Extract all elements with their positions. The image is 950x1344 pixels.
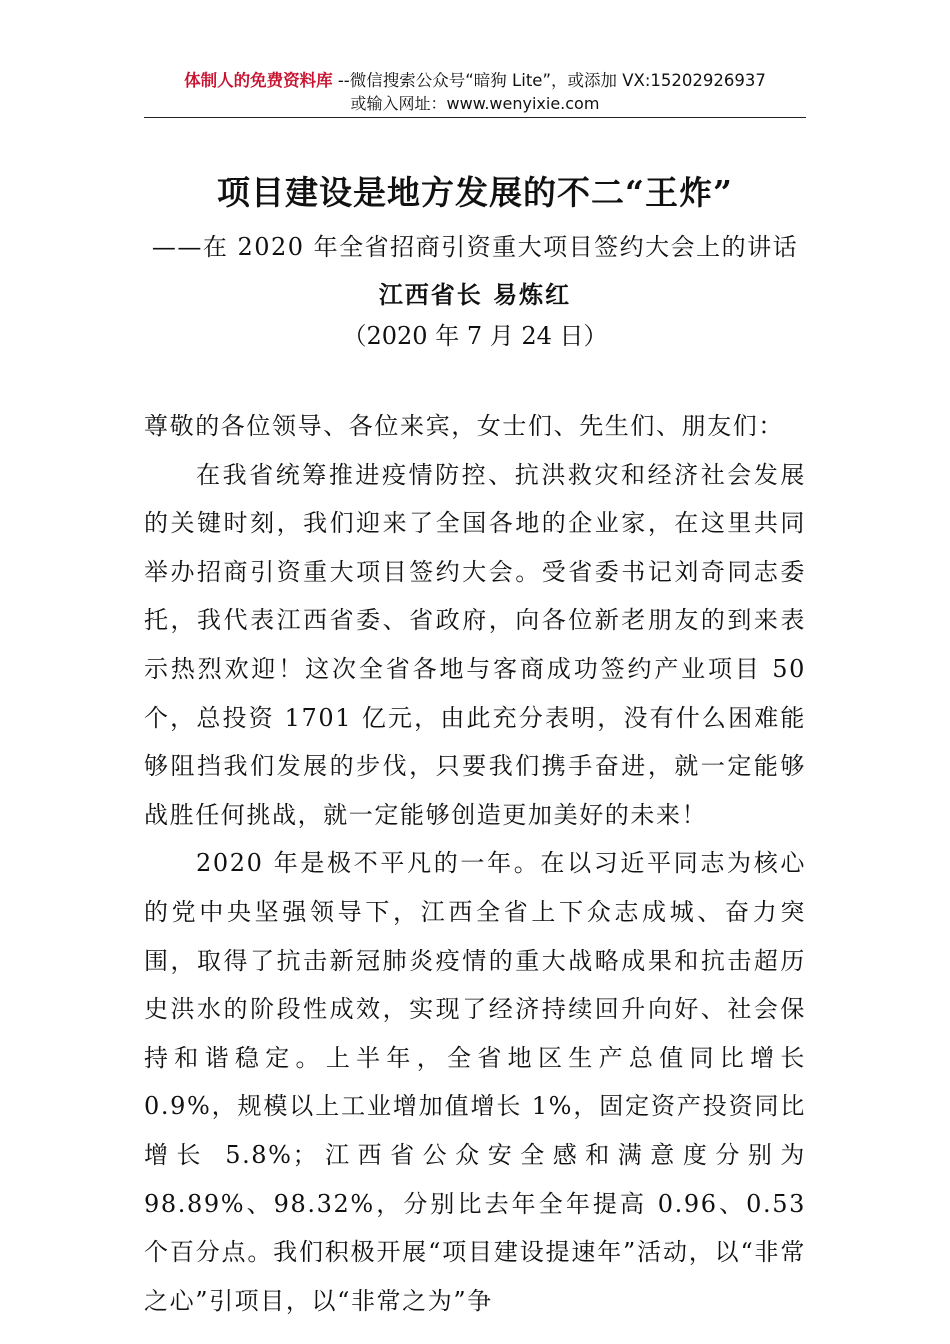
header-website: 或输入网址：www.wenyixie.com: [350, 94, 600, 113]
header-line-1: [144, 70, 806, 92]
document-body: [144, 402, 806, 1325]
paragraph-2: 2020 年是极不平凡的一年。在以习近平同志为核心的党中央坚强领导下，江西全省上下众志成城、奋力突围，取得了抗击新冠肺炎疫情的重大战略成果和抗击超历史洪水的阶段性成效，实现了经济持续回升向好、社会保持和谐稳定。上半年，全省地区生产总值同比增长 0.9%，规模以上工业增加值增长 1%，固定资产投资同比增长 5.8%；江西省公众安全感和满意度分别为 98.89%、98.32%，分别比去年全年提高 0.96、0.53 个百分点。我们积极开展“项目建设提速年”活动，以“非常之心”引项目，以“非常之为”争: [144, 849, 806, 1315]
header-brand: 体制人的免费资料库: [184, 71, 333, 90]
header-divider: [144, 117, 806, 118]
document-speaker: 江西省长 易炼红: [378, 280, 572, 309]
salutation: 尊敬的各位领导、各位来宾，女士们、先生们、朋友们：: [144, 412, 784, 440]
header-contact: --微信搜索公众号“暗狗 Lite”，或添加 VX:15202926937: [332, 71, 766, 90]
document-title: 项目建设是地方发展的不二“王炸”: [217, 173, 733, 212]
document-date: （2020 年 7 月 24 日）: [342, 322, 608, 350]
document-subtitle: ——在 2020 年全省招商引资重大项目签约大会上的讲话: [151, 233, 799, 261]
page-header: [144, 70, 806, 115]
paragraph-1: 在我省统筹推进疫情防控、抗洪救灾和经济社会发展的关键时刻，我们迎来了全国各地的企业家，在这里共同举办招商引资重大项目签约大会。受省委书记刘奇同志委托，我代表江西省委、省政府，向各位新老朋友的到来表示热烈欢迎！这次全省各地与客商成功签约产业项目 50 个，总投资 1701 亿元，由此充分表明，没有什么困难能够阻挡我们发展的步伐，只要我们携手奋进，就一定能够战胜任何挑战，就一定能够创造更加美好的未来！: [144, 460, 806, 829]
